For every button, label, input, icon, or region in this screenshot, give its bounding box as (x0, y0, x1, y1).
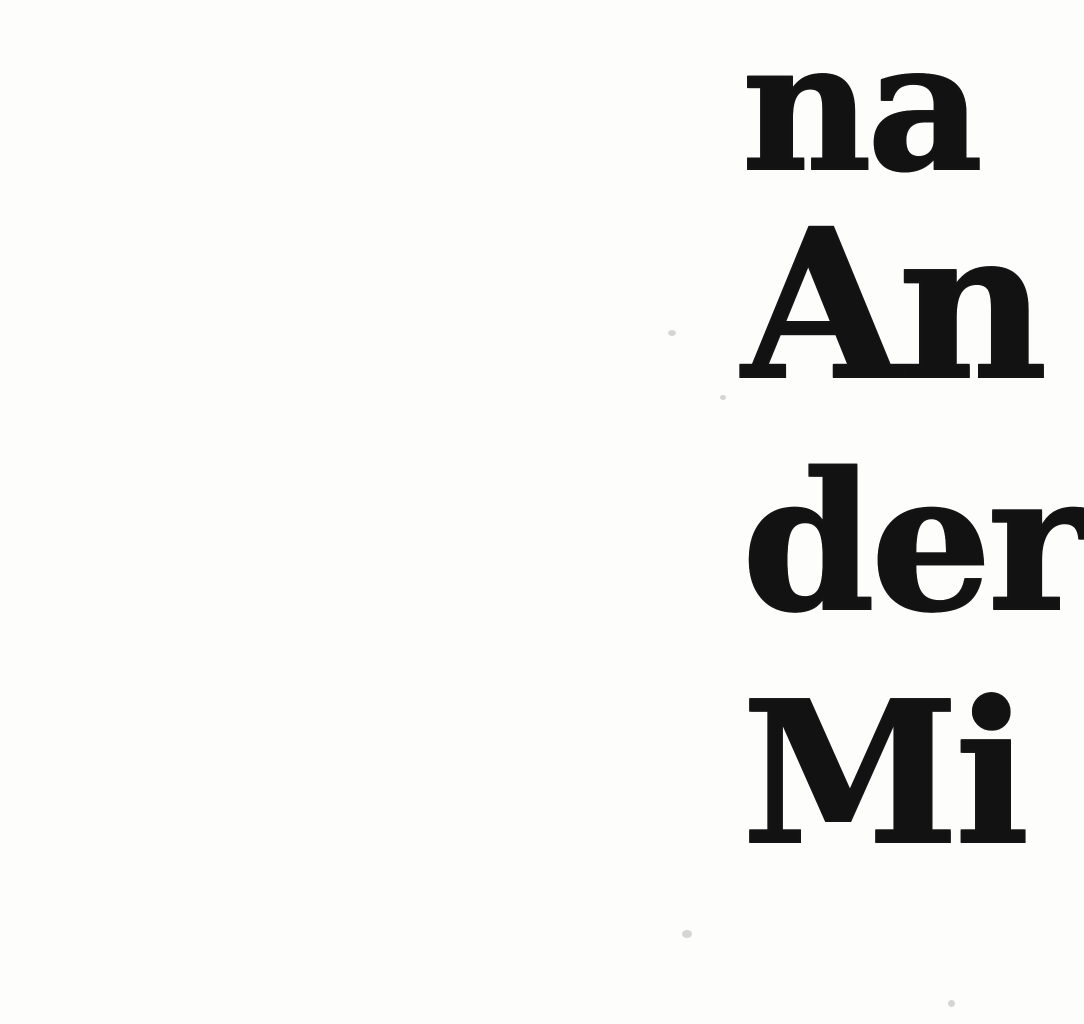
text-line-3: der (742, 431, 1084, 654)
paper-speck (720, 395, 726, 400)
paper-speck (682, 930, 692, 938)
paper-speck (668, 330, 676, 336)
text-line-4: Mi (742, 659, 1026, 889)
paper-speck (948, 1000, 955, 1007)
text-line-1: na (742, 2, 979, 211)
text-line-2: An (742, 184, 1044, 426)
